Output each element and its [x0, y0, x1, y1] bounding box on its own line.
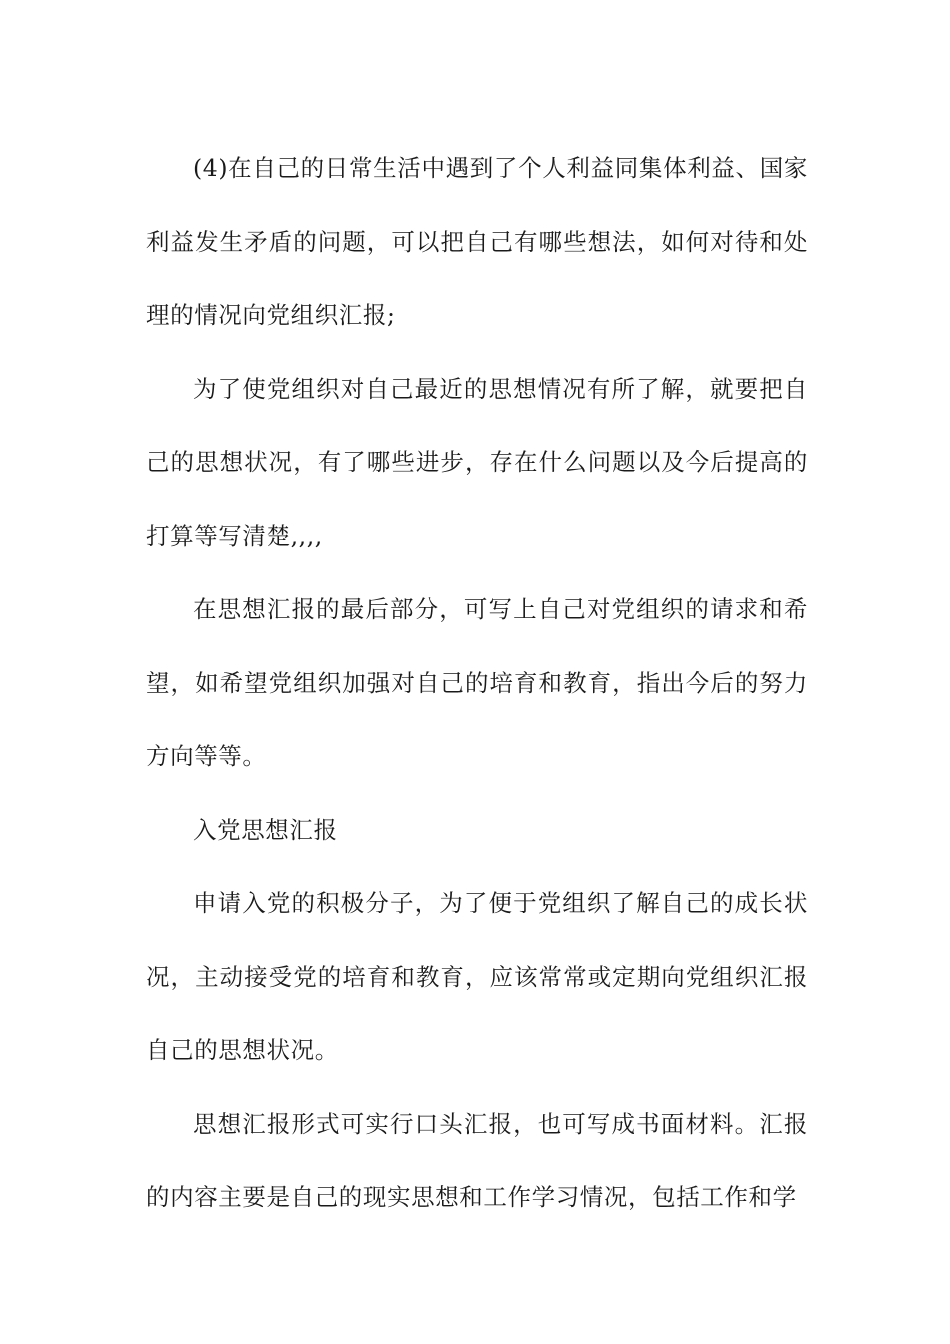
- paragraph-report-format: 思想汇报形式可实行口头汇报，也可写成书面材料。汇报的内容主要是自己的现实思想和工作学习情况，包括工作和学: [146, 1109, 808, 1211]
- paragraph-final-section: 在思想汇报的最后部分，可写上自己对党组织的请求和希望，如希望党组织加强对自己的培育和教育，指出今后的努力方向等等。: [146, 595, 808, 770]
- paragraph-activists: 申请入党的积极分子，为了便于党组织了解自己的成长状况，主动接受党的培育和教育，应该常常或定期向党组织汇报自己的思想状况。: [146, 889, 808, 1064]
- paragraph-item-4: (4)在自己的日常生活中遇到了个人利益同集体利益、国家利益发生矛盾的问题，可以把自己有哪些想法，如何对待和处理的情况向党组织汇报;: [146, 154, 808, 329]
- paragraph-clarify-thoughts: 为了使党组织对自己最近的思想情况有所了解，就要把自己的思想状况，有了哪些进步，存在什么问题以及今后提高的打算等写清楚,,,,: [146, 374, 808, 550]
- document-body: [146, 132, 808, 1235]
- section-heading: 入党思想汇报: [193, 815, 338, 844]
